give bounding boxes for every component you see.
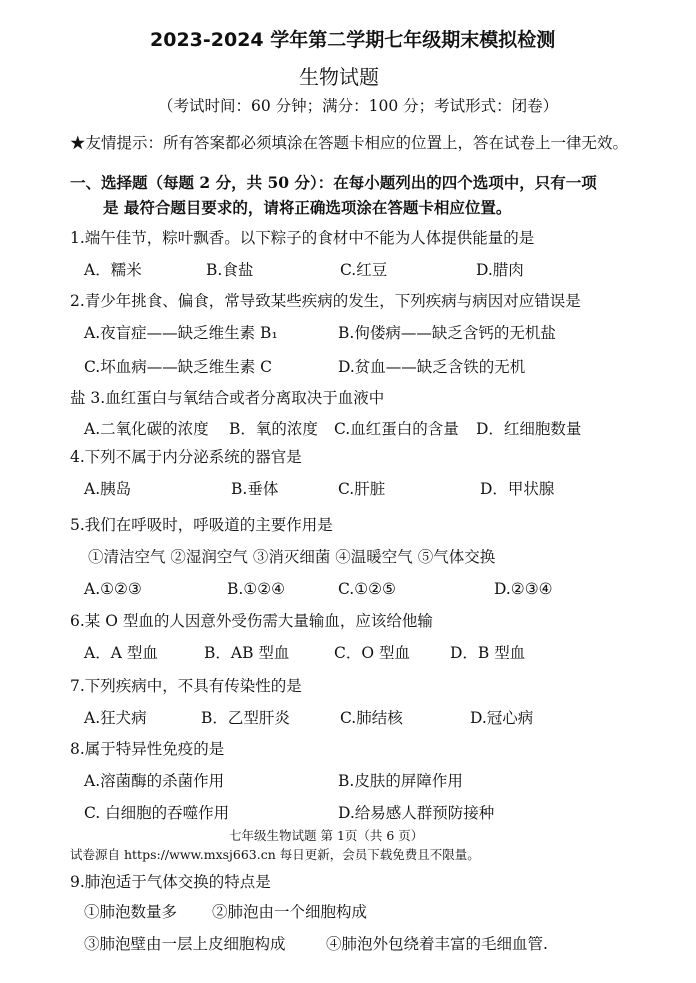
question-5-option-a: A.①②③ — [84, 580, 142, 598]
question-5-items: ①清洁空气 ②湿润空气 ③消灭细菌 ④温暖空气 ⑤气体交换 — [88, 548, 496, 566]
question-5-option-b: B.①②④ — [227, 580, 286, 598]
question-2-option-d: D.贫血——缺乏含铁的无机 — [338, 358, 526, 376]
question-4-option-b: B.垂体 — [231, 480, 279, 498]
page-footer: 七年级生物试题 第 1页（共 6 页） — [229, 828, 424, 843]
question-4-option-d: D．甲状腺 — [480, 480, 555, 498]
question-8-option-d: D.给易感人群预防接种 — [338, 804, 495, 822]
question-8-stem: 8.属于特异性免疫的是 — [70, 740, 225, 758]
question-6-option-a: A．A 型血 — [84, 644, 158, 662]
question-6-option-c: C．O 型血 — [334, 644, 410, 662]
question-7-stem: 7.下列疾病中，不具有传染性的是 — [70, 677, 302, 695]
question-4-option-c: C.肝脏 — [338, 480, 386, 498]
section-heading-line2: 是 最符合题目要求的，请将正确选项涂在答题卡相应位置。 — [103, 198, 512, 217]
question-8-option-a: A.溶菌酶的杀菌作用 — [84, 772, 225, 790]
exam-info: （考试时间：60 分钟；满分：100 分；考试形式：闭卷） — [158, 97, 559, 115]
question-6-option-b: B．AB 型血 — [204, 644, 290, 662]
question-9-item-2: ②肺泡由一个细胞构成 — [212, 903, 368, 921]
question-2-stem: 2.青少年挑食、偏食，常导致某些疾病的发生，下列疾病与病因对应错误是 — [70, 292, 581, 310]
question-3-option-d: D．红细胞数量 — [476, 420, 582, 438]
notice: ★友情提示：所有答案都必须填涂在答题卡相应的位置上，答在试卷上一律无效。 — [70, 134, 629, 152]
exam-title: 2023-2024 学年第二学期七年级期末模拟检测 — [150, 29, 556, 51]
question-9-item-1: ①肺泡数量多 — [84, 903, 178, 921]
question-2-option-b: B.佝偻病——缺乏含钙的无机盐 — [338, 324, 556, 342]
question-3-option-a: A.二氧化碳的浓度 — [84, 420, 209, 438]
question-7-option-d: D.冠心病 — [470, 709, 534, 727]
question-1-option-a: A．糯米 — [84, 261, 142, 279]
question-7-option-b: B．乙型肝炎 — [201, 709, 290, 727]
question-9-stem: 9.肺泡适于气体交换的特点是 — [70, 873, 271, 891]
question-2-option-a: A.夜盲症——缺乏维生素 B₁ — [84, 324, 278, 342]
question-5-option-d: D.②③④ — [494, 580, 553, 598]
question-5-option-c: C.①②⑤ — [338, 580, 396, 598]
question-7-option-a: A.狂犬病 — [84, 709, 147, 727]
exam-subtitle: 生物试题 — [299, 65, 379, 89]
question-3-option-b: B．氧的浓度 — [229, 420, 318, 438]
question-1-stem: 1.端午佳节，粽叶飘香。以下粽子的食材中不能为人体提供能量的是 — [70, 229, 535, 247]
question-7-option-c: C.肺结核 — [340, 709, 403, 727]
question-9-item-3: ③肺泡壁由一层上皮细胞构成 — [84, 935, 286, 953]
question-5-stem: 5.我们在呼吸时，呼吸道的主要作用是 — [70, 516, 333, 534]
question-1-option-b: B.食盐 — [206, 261, 254, 279]
question-6-option-d: D．B 型血 — [450, 644, 526, 662]
source-note: 试卷源自 https://www.mxsj663.cn 每日更新，会员下载免费且不限量。 — [70, 847, 480, 862]
question-1-option-c: C.红豆 — [340, 261, 388, 279]
question-3-option-c: C.血红蛋白的含量 — [334, 420, 459, 438]
question-4-stem: 4.下列不属于内分泌系统的器官是 — [70, 448, 302, 466]
question-1-option-d: D.腊肉 — [476, 261, 524, 279]
question-2-option-c: C.坏血病——缺乏维生素 C — [84, 358, 273, 376]
section-heading-part-b: 在每小题列出的四个选项中，只有一项 — [333, 173, 597, 192]
question-6-stem: 6.某 O 型血的人因意外受伤需大量输血，应该给他输 — [70, 612, 433, 630]
question-8-option-c: C. 白细胞的吞噬作用 — [84, 804, 230, 822]
question-8-option-b: B.皮肤的屏障作用 — [338, 772, 463, 790]
question-9-item-4: ④肺泡外包绕着丰富的毛细血管. — [326, 935, 548, 953]
section-heading — [70, 173, 597, 193]
question-4-option-a: A.胰岛 — [84, 480, 132, 498]
section-heading-part-a: 一、选择题（每题 2 分，共 50 分）： — [70, 173, 334, 192]
question-3-stem: 盐 3.血红蛋白与氧结合或者分离取决于血液中 — [70, 389, 385, 407]
